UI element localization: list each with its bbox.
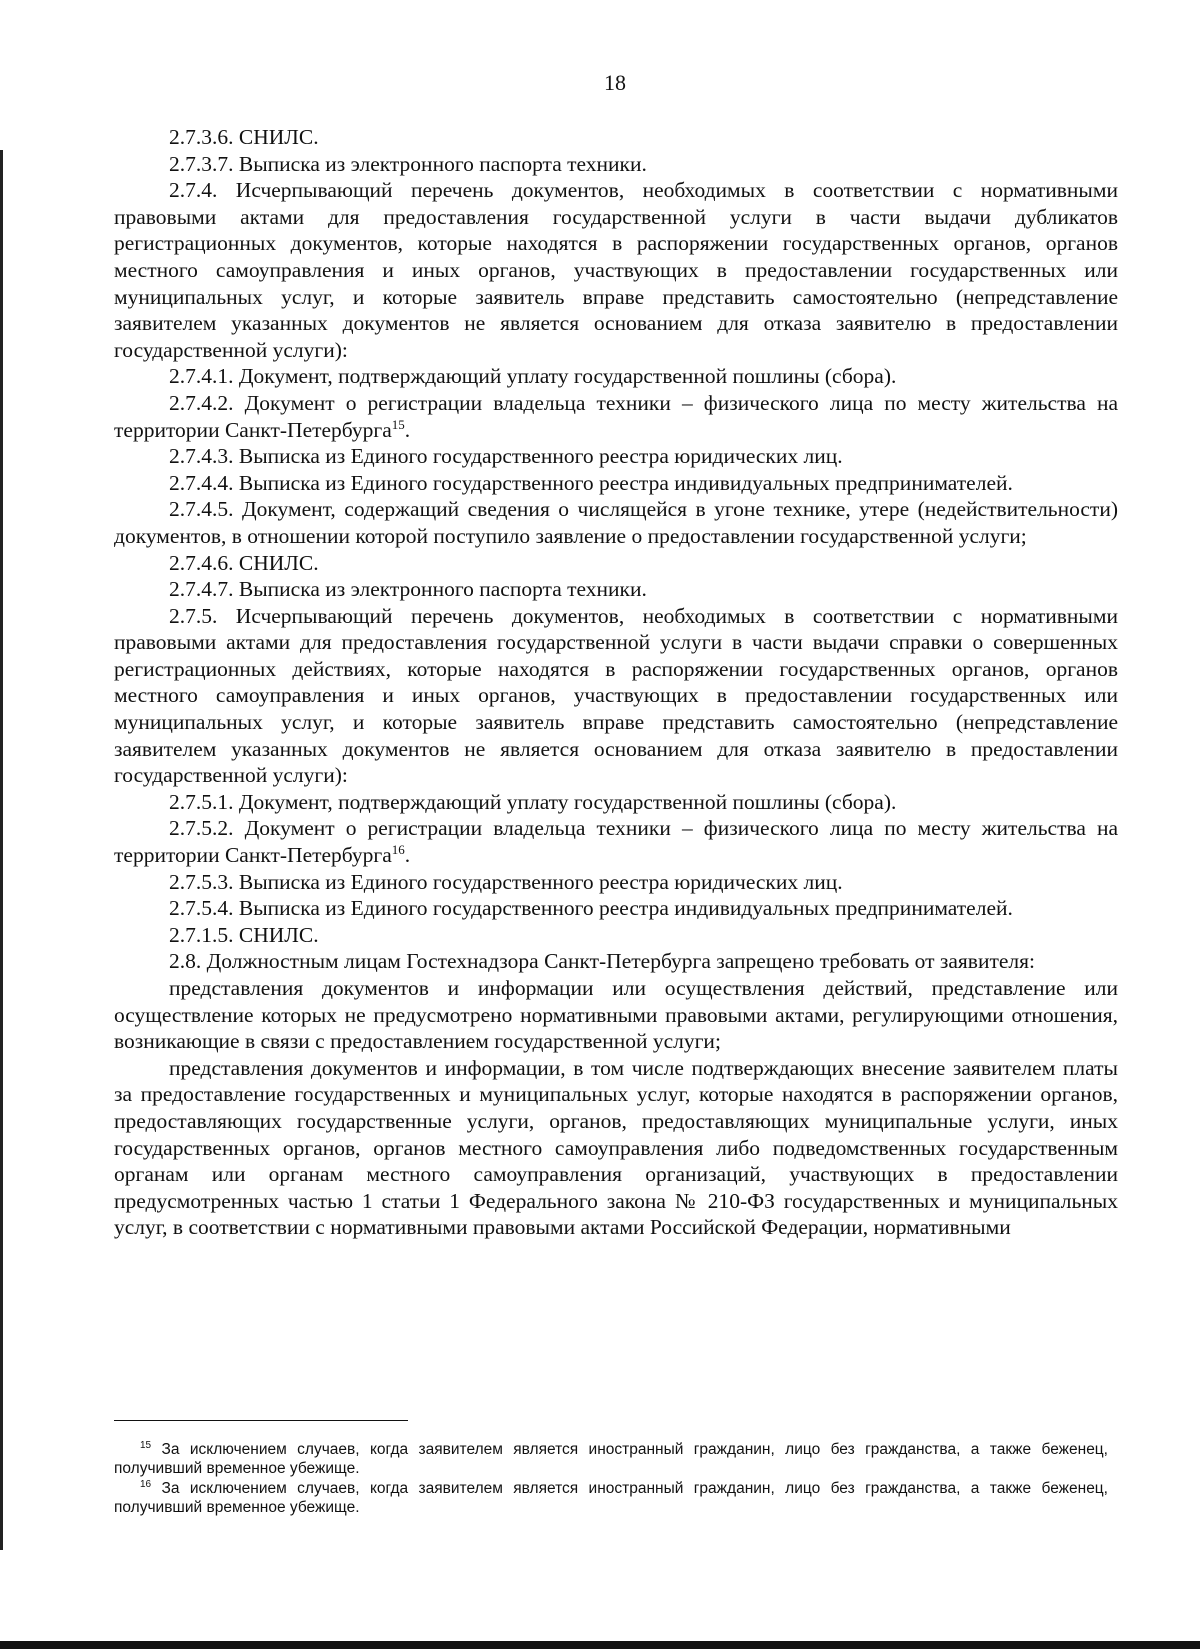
- footnote-number: 15: [140, 1439, 152, 1451]
- paragraph-2-7-4-6: 2.7.4.6. СНИЛС.: [169, 550, 319, 575]
- paragraph-2-7-5-2: [114, 815, 1118, 868]
- paragraph-2-7-3-6: 2.7.3.6. СНИЛС.: [169, 125, 319, 149]
- footnote-separator: [114, 1420, 408, 1421]
- scan-bottom-edge: [0, 1641, 1200, 1649]
- paragraph-2-7-1-5: 2.7.1.5. СНИЛС.: [169, 922, 319, 947]
- paragraph-2-8: 2.8. Должностным лицам Гостехнадзора Санкт-Петербурга запрещено требовать от заявителя:: [169, 949, 1035, 974]
- paragraph-2-7-5: 2.7.5. Исчерпывающий перечень документов, необходимых в соответствии с нормативными правовыми актами для предоставления государственной услуги в части выдачи справки о совершенных регистрационных действиях, которые находятся в распоряжении государственных органов, органов местного самоуправления и иных органов, участвующих в предоставлении государственных или муниципальных услуг, и которые заявитель вправе представить самостоятельно (непредставление заявителем указанных документов не является основанием для отказа заявителю в предоставлении государственной услуги):: [114, 603, 1118, 788]
- paragraph-2-7-4-1: 2.7.4.1. Документ, подтверждающий уплату государственной пошлины (сбора).: [169, 364, 897, 389]
- paragraph-text: 2.7.4.2. Документ о регистрации владельца техники – физического лица по месту жительства на территории Санкт-Петербурга: [114, 390, 1118, 442]
- paragraph-2-7-4-5: 2.7.4.5. Документ, содержащий сведения о числящейся в угоне технике, утере (недействительности) документов, в отношении которой поступило заявление о предоставлении государственной услуги;: [114, 497, 1118, 548]
- footnote-ref-15[interactable]: 15: [391, 416, 405, 432]
- paragraph-end-punct: .: [404, 417, 411, 442]
- scan-edge-line: [0, 150, 3, 1550]
- paragraph-2-7-3-7: 2.7.3.7. Выписка из электронного паспорта техники.: [169, 151, 647, 176]
- footnote-number: 16: [140, 1478, 152, 1490]
- footnote-text: За исключением случаев, когда заявителем является иностранный гражданин, лицо без гражданства, а также беженец, получивший временное убежище.: [114, 1480, 1108, 1516]
- page-number: 18: [604, 70, 626, 95]
- footnote-16: [114, 1479, 1108, 1517]
- paragraph-end-punct: .: [404, 843, 411, 868]
- document-body: [114, 124, 1118, 1241]
- footnotes: [114, 1440, 1108, 1518]
- paragraph-2-8-item-2: представления документов и информации, в том числе подтверждающих внесение заявителем платы за предоставление государственных и муниципальных услуг, которые находятся в распоряжении органов, предоставляющих государственные услуги, органов, предоставляющих муниципальные услуги, иных государственных органов, органов местного самоуправления либо подведомственных государственным органам или органам местного самоуправления организаций, участвующих в предоставлении предусмотренных частью 1 статьи 1 Федерального закона № 210-ФЗ государственных и муниципальных услуг, в соответствии с нормативными правовыми актами Российской Федерации, нормативными: [114, 1055, 1118, 1240]
- paragraph-2-7-5-3: 2.7.5.3. Выписка из Единого государственного реестра юридических лиц.: [169, 869, 843, 894]
- footnote-ref-16[interactable]: 16: [391, 841, 405, 857]
- paragraph-2-8-item-1: представления документов и информации или осуществления действий, представление или осуществление которых не предусмотрено нормативными правовыми актами, регулирующими отношения, возникающие в связи с предоставлением государственной услуги;: [114, 976, 1118, 1054]
- paragraph-2-7-4-2: [114, 390, 1118, 443]
- paragraph-2-7-5-1: 2.7.5.1. Документ, подтверждающий уплату государственной пошлины (сбора).: [169, 789, 897, 814]
- paragraph-2-7-4-4: 2.7.4.4. Выписка из Единого государственного реестра индивидуальных предпринимателей.: [169, 470, 1013, 495]
- paragraph-2-7-4-7: 2.7.4.7. Выписка из электронного паспорта техники.: [169, 577, 647, 602]
- footnote-text: За исключением случаев, когда заявителем является иностранный гражданин, лицо без гражданства, а также беженец, получивший временное убежище.: [114, 1441, 1108, 1477]
- paragraph-2-7-4: 2.7.4. Исчерпывающий перечень документов, необходимых в соответствии с нормативными правовыми актами для предоставления государственной услуги в части выдачи дубликатов регистрационных документов, которые находятся в распоряжении государственных органов, органов местного самоуправления и иных органов, участвующих в предоставлении государственных или муниципальных услуг, и которые заявитель вправе представить самостоятельно (непредставление заявителем указанных документов не является основанием для отказа заявителю в предоставлении государственной услуги):: [114, 178, 1118, 362]
- paragraph-2-7-4-3: 2.7.4.3. Выписка из Единого государственного реестра юридических лиц.: [169, 444, 843, 469]
- paragraph-text: 2.7.5.2. Документ о регистрации владельца техники – физического лица по месту жительства на территории Санкт-Петербурга: [114, 816, 1118, 868]
- footnote-15: [114, 1440, 1108, 1478]
- paragraph-2-7-5-4: 2.7.5.4. Выписка из Единого государственного реестра индивидуальных предпринимателей.: [169, 896, 1013, 921]
